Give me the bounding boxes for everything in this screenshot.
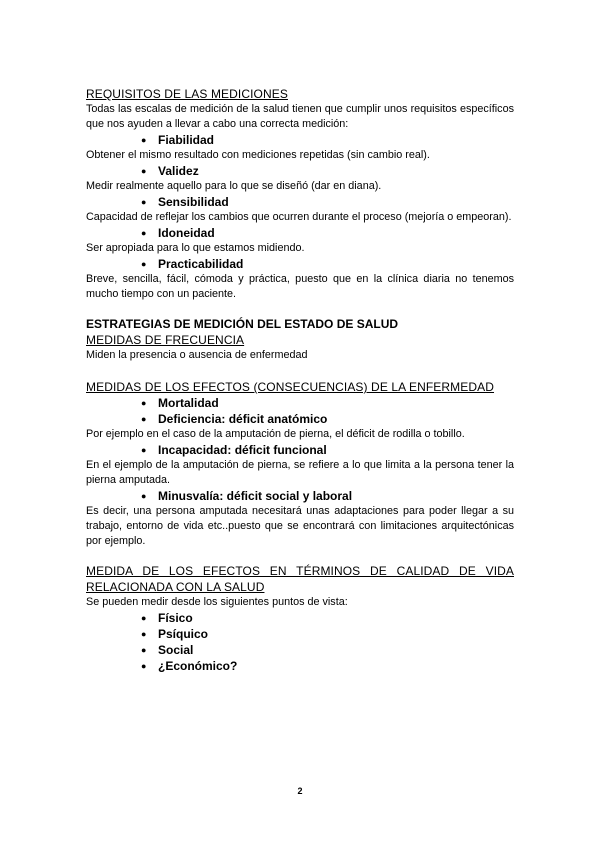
- desc-validez: Medir realmente aquello para lo que se diseñó (dar en diana).: [86, 180, 382, 192]
- bullet-dot: ●: [141, 613, 147, 623]
- bullet-dot: ●: [141, 661, 147, 671]
- page-number: 2: [297, 786, 303, 796]
- bullet-incapacidad: ● Incapacidad: déficit funcional: [141, 443, 327, 457]
- bullet-psiquico: ● Psíquico: [141, 627, 209, 641]
- bullet-dot: ●: [141, 398, 147, 408]
- section-heading-requisitos: REQUISITOS DE LAS MEDICIONES: [86, 87, 288, 101]
- bullet-dot: ●: [141, 259, 147, 269]
- bullet-fiabilidad: ● Fiabilidad: [141, 133, 215, 147]
- bullet-dot: ●: [141, 629, 147, 639]
- bullet-sensibilidad: ● Sensibilidad: [141, 195, 229, 209]
- section-heading-calidad: MEDIDA DE LOS EFECTOS EN TÉRMINOS DE CALIDAD DE VIDA RELACIONADA CON LA SALUD: [86, 564, 514, 594]
- bullet-economico: ● ¿Económico?: [141, 659, 238, 673]
- bullet-dot: ●: [141, 166, 147, 176]
- bullet-dot: ●: [141, 228, 147, 238]
- bullet-dot: ●: [141, 414, 147, 424]
- desc-fiabilidad: Obtener el mismo resultado con mediciones repetidas (sin cambio real).: [86, 149, 430, 161]
- desc-idoneidad: Ser apropiada para lo que estamos midiendo.: [86, 242, 305, 254]
- bullet-dot: ●: [141, 491, 147, 501]
- desc-minusvalia: Es decir, una persona amputada necesitará unas adaptaciones para poder llegar a su trabajo, entorno de vida etc..puesto que se encontrará con limitaciones arquitectónicas por ejemplo.: [86, 505, 514, 547]
- desc-practicabilidad: Breve, sencilla, fácil, cómoda y práctica, puesto que en la clínica diaria no tenemos mucho tiempo con un paciente.: [86, 273, 514, 300]
- section-heading-efectos: MEDIDAS DE LOS EFECTOS (CONSECUENCIAS) DE LA ENFERMEDAD: [86, 380, 495, 394]
- desc-incapacidad: En el ejemplo de la amputación de pierna, se refiere a lo que limita a la persona tener la pierna amputada.: [86, 459, 514, 486]
- bullet-social: ● Social: [141, 643, 194, 657]
- bullet-minusvalia: ● Minusvalía: déficit social y laboral: [141, 489, 353, 503]
- bullet-mortalidad: ● Mortalidad: [141, 396, 219, 410]
- bullet-dot: ●: [141, 645, 147, 655]
- bullet-dot: ●: [141, 135, 147, 145]
- desc-deficiencia: Por ejemplo en el caso de la amputación de pierna, el déficit de rodilla o tobillo.: [86, 428, 465, 440]
- document-page: [86, 86, 514, 674]
- desc-sensibilidad: Capacidad de reflejar los cambios que ocurren durante el proceso (mejoría o empeoran).: [86, 211, 512, 223]
- bullet-validez: ● Validez: [141, 164, 199, 178]
- bullet-dot: ●: [141, 197, 147, 207]
- bullet-fisico: ● Físico: [141, 611, 193, 625]
- subheading-frecuencia: MEDIDAS DE FRECUENCIA: [86, 333, 245, 347]
- calidad-intro: Se pueden medir desde los siguientes puntos de vista:: [86, 596, 348, 608]
- bullet-deficiencia: ● Deficiencia: déficit anatómico: [141, 412, 328, 426]
- frecuencia-text: Miden la presencia o ausencia de enfermedad: [86, 349, 308, 361]
- section-heading-estrategias: ESTRATEGIAS DE MEDICIÓN DEL ESTADO DE SALUD: [86, 317, 399, 331]
- bullet-practicabilidad: ● Practicabilidad: [141, 257, 244, 271]
- requisitos-intro: Todas las escalas de medición de la salud tienen que cumplir unos requisitos específicos que nos ayuden a llevar a cabo una correcta medición:: [86, 103, 514, 130]
- bullet-dot: ●: [141, 445, 147, 455]
- bullet-idoneidad: ● Idoneidad: [141, 226, 215, 240]
